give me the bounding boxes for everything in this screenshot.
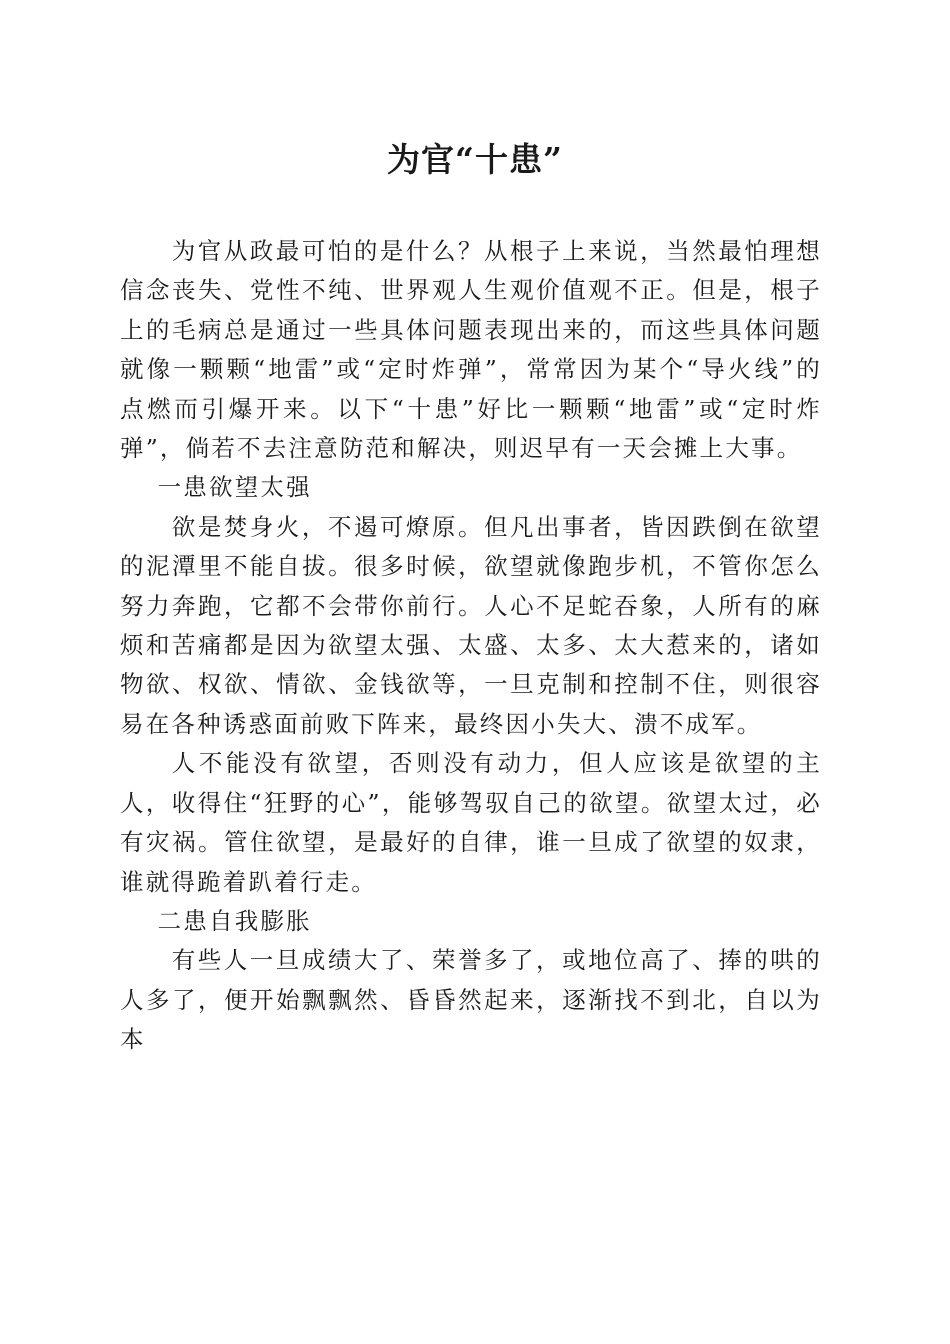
section-2-paragraph-1: 有些人一旦成绩大了、荣誉多了，或地位高了、捧的哄的人多了，便开始飘飘然、昏昏然起来，逐渐找不到北，自以为本 [120, 946, 822, 1054]
document-body [120, 232, 822, 1060]
intro-paragraph: 为官从政最可怕的是什么？从根子上来说，当然最怕理想信念丧失、党性不纯、世界观人生观价值观不正。但是，根子上的毛病总是通过一些具体问题表现出来的，而这些具体问题就像一颗颗“地雷”或“定时炸弹”，常常因为某个“导火线”的点燃而引爆开来。以下“十患”好比一颗颗“地雷”或“定时炸弹”，倘若不去注意防范和解决，则迟早有一天会摊上大事。 [120, 237, 822, 463]
section-heading-1: 一患欲望太强 [157, 473, 312, 502]
document-title: 为官“十患” [387, 140, 563, 179]
section-heading-2: 二患自我膨胀 [157, 906, 312, 935]
section-1-paragraph-2: 人不能没有欲望，否则没有动力，但人应该是欲望的主人，收得住“狂野的心”，能够驾驭自己的欲望。欲望太过，必有灾祸。管住欲望，是最好的自律，谁一旦成了欲望的奴隶，谁就得跪着趴着行走。 [120, 749, 822, 896]
section-1-paragraph-1: 欲是焚身火，不遏可燎原。但凡出事者，皆因跌倒在欲望的泥潭里不能自拔。很多时候，欲望就像跑步机，不管你怎么努力奔跑，它都不会带你前行。人心不足蛇吞象，人所有的麻烦和苦痛都是因为欲望太强、太盛、太多、太大惹来的，诸如物欲、权欲、情欲、金钱欲等，一旦克制和控制不住，则很容易在各种诱惑面前败下阵来，最终因小失大、溃不成军。 [120, 512, 822, 738]
